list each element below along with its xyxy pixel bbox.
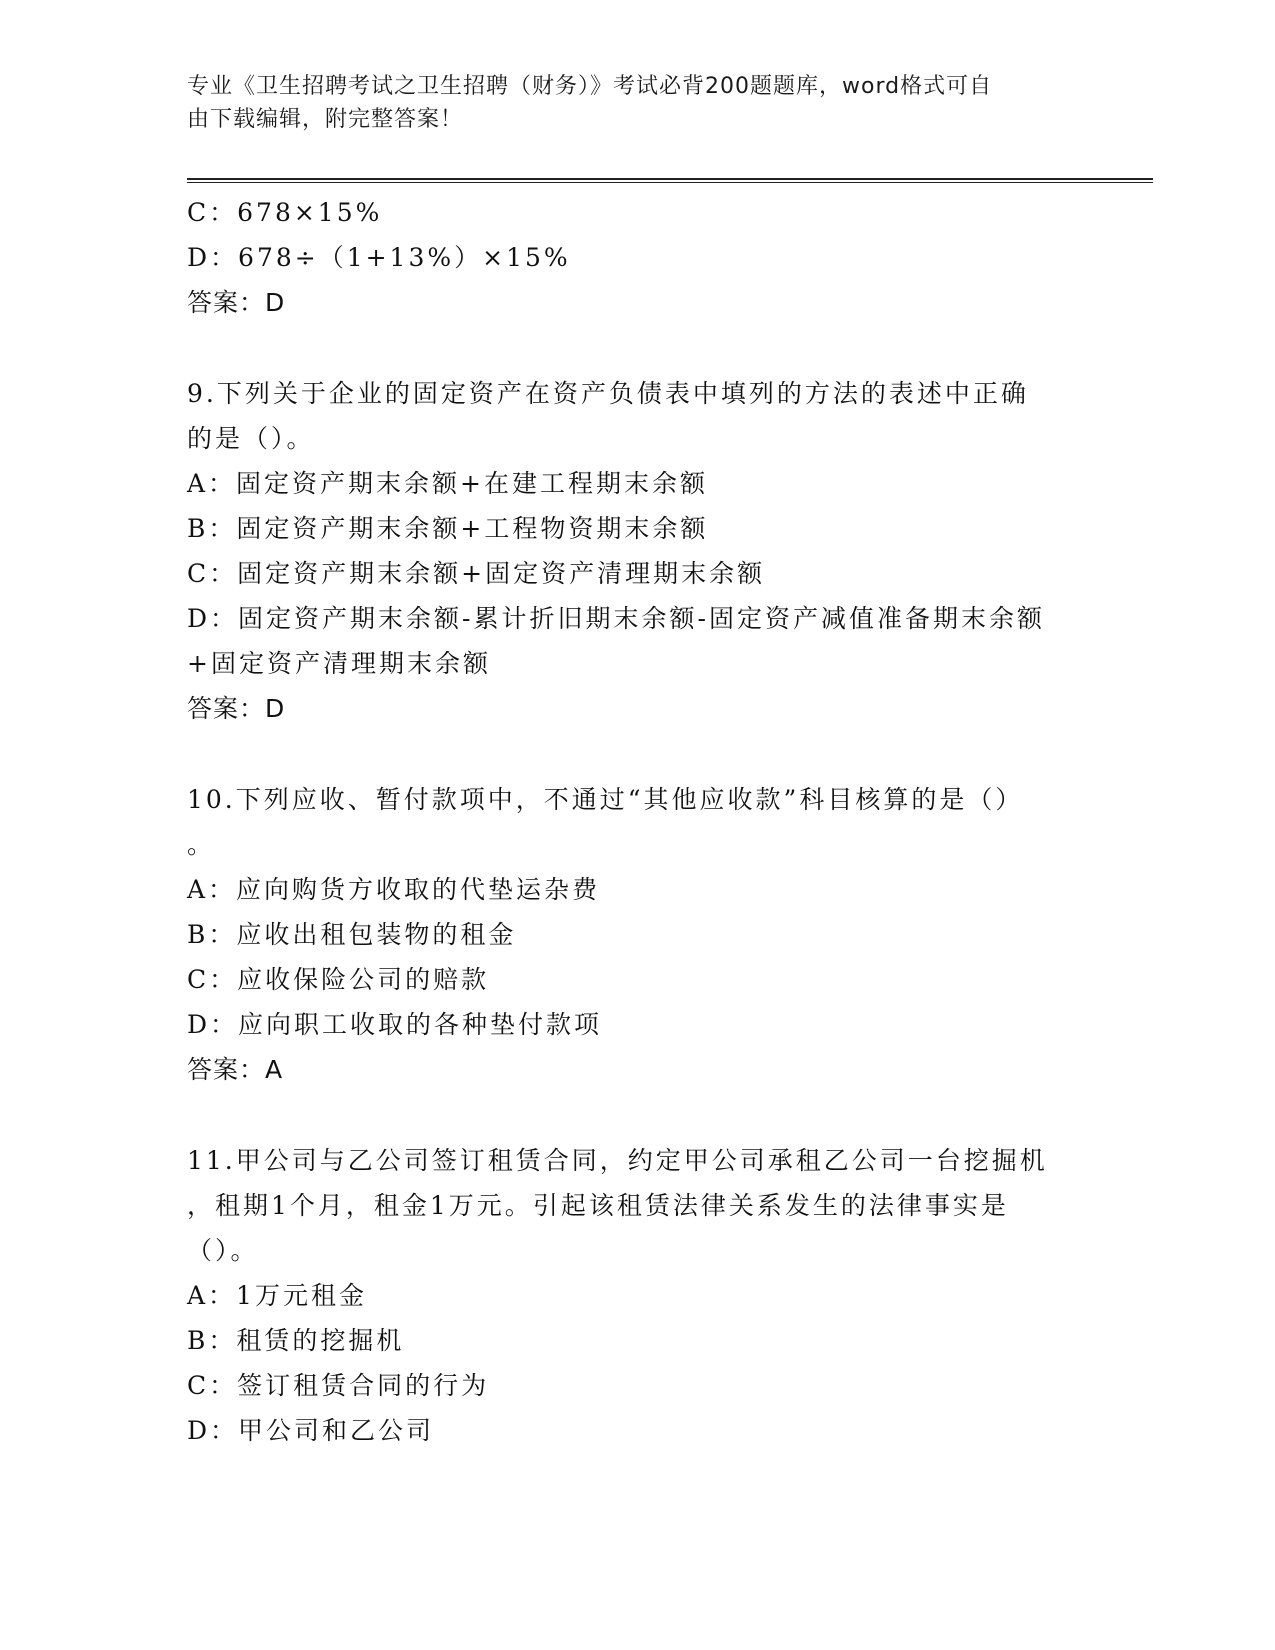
answer: 答案：A — [187, 1055, 284, 1084]
page-header — [187, 70, 1067, 136]
answer: 答案：D — [187, 288, 286, 317]
option-a: A：1万元租金 — [187, 1281, 367, 1310]
option-d: D：678÷（1+13%）×15% — [187, 243, 571, 272]
answer: 答案：D — [187, 694, 286, 723]
question-stem-cont: （）。 — [187, 1236, 259, 1265]
option-b: B：固定资产期末余额+工程物资期末余额 — [187, 514, 709, 543]
option-b: B：应收出租包装物的租金 — [187, 920, 517, 949]
option-d-cont: +固定资产清理期末余额 — [187, 649, 491, 678]
question-stem: 11.甲公司与乙公司签订租赁合同，约定甲公司承租乙公司一台挖掘机 — [187, 1146, 1048, 1175]
question-stem-cont: ，租期1个月，租金1万元。引起该租赁法律关系发生的法律事实是 — [187, 1191, 1009, 1220]
header-line-2: 由下载编辑，附完整答案！ — [187, 107, 464, 132]
question-stem: 9.下列关于企业的固定资产在资产负债表中填列的方法的表述中正确 — [187, 379, 1029, 408]
question-stem-cont: 的是（）。 — [187, 424, 315, 453]
option-c: C：678×15% — [187, 198, 383, 227]
option-c: C：应收保险公司的赔款 — [187, 965, 490, 994]
header-rule-thick — [187, 178, 1153, 180]
question-content — [187, 190, 1087, 1453]
option-c: C：固定资产期末余额+固定资产清理期末余额 — [187, 559, 766, 588]
option-d: D：甲公司和乙公司 — [187, 1416, 435, 1445]
option-a: A：应向购货方收取的代垫运杂费 — [187, 875, 601, 904]
question-stem: 10.下列应收、暂付款项中，不通过“其他应收款”科目核算的是（） — [187, 785, 1024, 814]
question-8-tail — [187, 190, 1087, 325]
header-rule-thin — [187, 182, 1153, 183]
option-d: D：固定资产期末余额-累计折旧期末余额-固定资产减值准备期末余额 — [187, 604, 1045, 633]
option-c: C：签订租赁合同的行为 — [187, 1371, 490, 1400]
option-d: D：应向职工收取的各种垫付款项 — [187, 1010, 603, 1039]
option-a: A：固定资产期末余额+在建工程期末余额 — [187, 469, 709, 498]
question-11 — [187, 1138, 1087, 1453]
option-b: B：租赁的挖掘机 — [187, 1326, 405, 1355]
question-stem-cont: 。 — [187, 830, 216, 859]
question-9 — [187, 371, 1087, 731]
header-line-1: 专业《卫生招聘考试之卫生招聘（财务）》考试必背200题题库，word格式可自 — [187, 74, 993, 99]
question-10 — [187, 777, 1087, 1092]
